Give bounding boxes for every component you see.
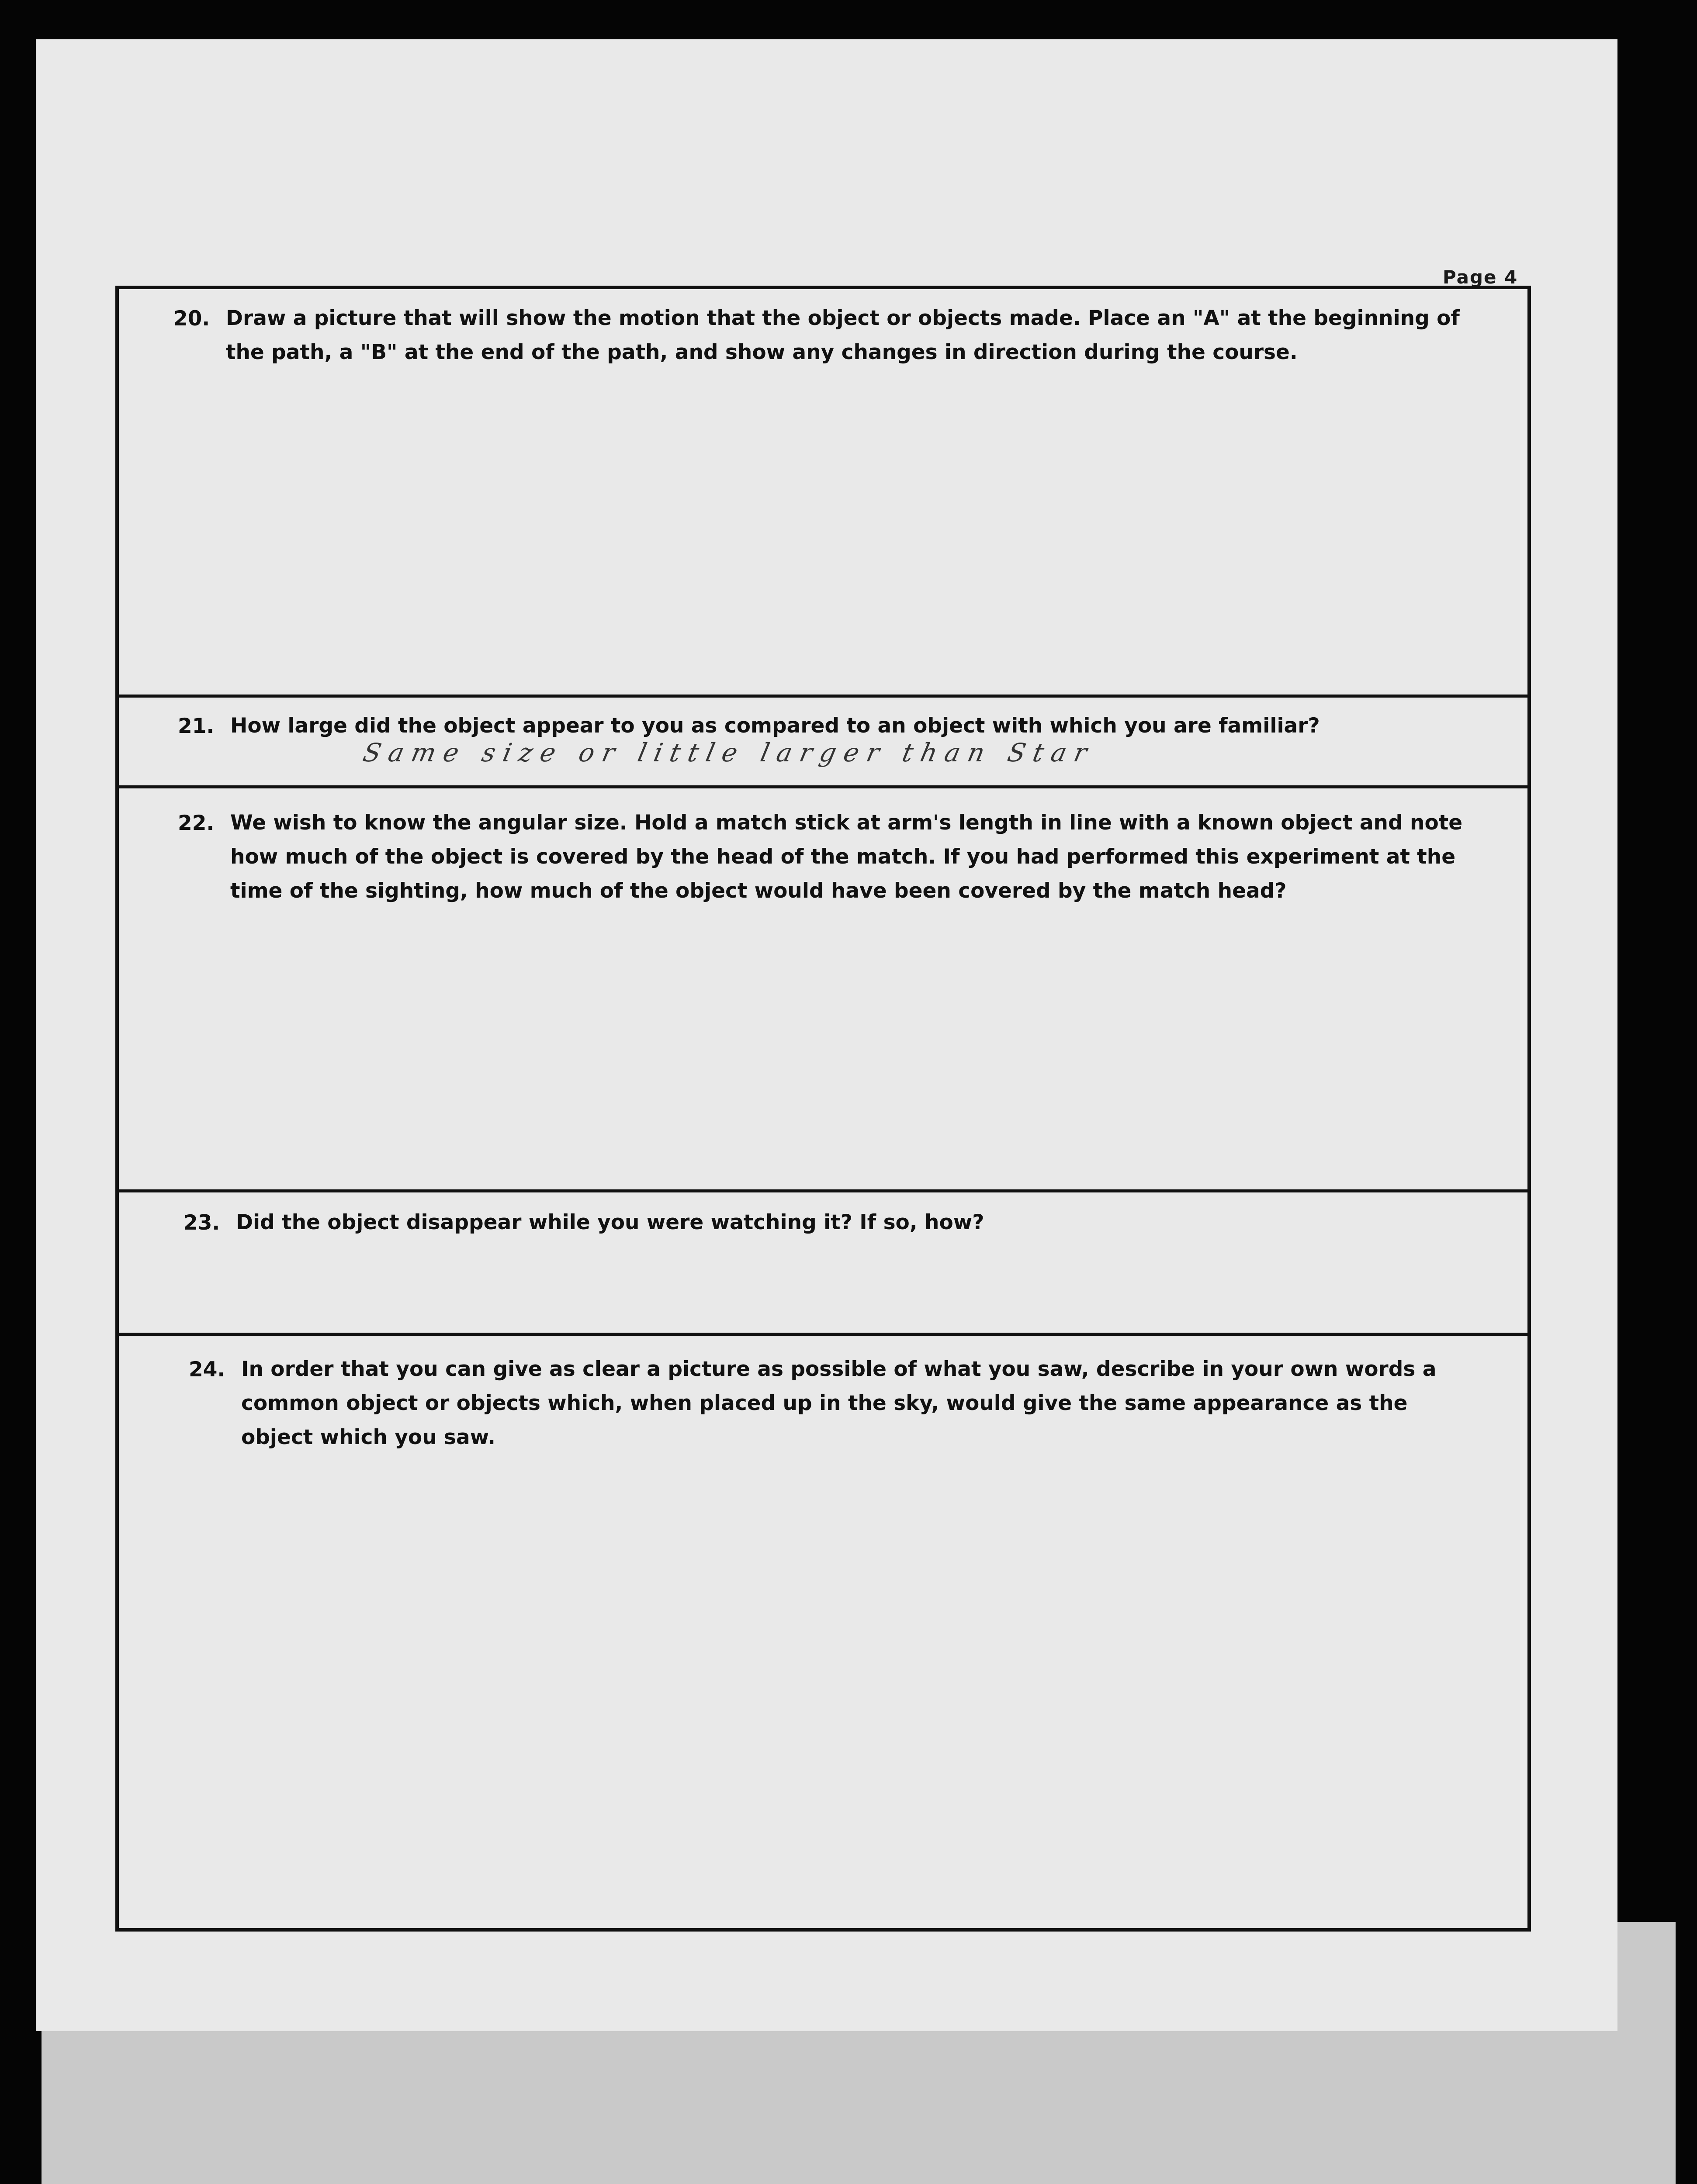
question-22-section [119, 788, 1527, 1192]
question-number: 20. [173, 307, 210, 331]
questionnaire-table [115, 286, 1531, 1932]
question-23-section [119, 1192, 1527, 1336]
page-number: Page 4 [1443, 266, 1518, 288]
question-number: 24. [189, 1358, 225, 1382]
handwritten-answer: Same size or little larger than Star [360, 738, 1098, 767]
question-24-section [119, 1336, 1527, 1928]
question-text: How large did the object appear to you as compared to an object with which you are familiar? [230, 714, 1320, 738]
question-20-section [119, 289, 1527, 698]
question-text: We wish to know the angular size. Hold a match stick at arm's length in line with a known object and note how much of the object is covered by the head of the match. If you had performed this experiment at the time of the sighting, how much of the object would have been covered by the match head? [230, 811, 1463, 903]
question-text: In order that you can give as clear a picture as possible of what you saw, describe in your own words a common object or objects which, when placed up in the sky, would give the same appearance as the object which you saw. [241, 1357, 1437, 1449]
question-number: 21. [178, 714, 215, 738]
question-text: Draw a picture that will show the motion that the object or objects made. Place an "A" at the beginning of the path, a "B" at the end of the path, and show any changes in direction during the course. [226, 306, 1460, 364]
question-text: Did the object disappear while you were watching it? If so, how? [236, 1210, 984, 1234]
question-number: 22. [178, 811, 215, 835]
question-21-section [119, 698, 1527, 788]
question-number: 23. [184, 1211, 220, 1235]
